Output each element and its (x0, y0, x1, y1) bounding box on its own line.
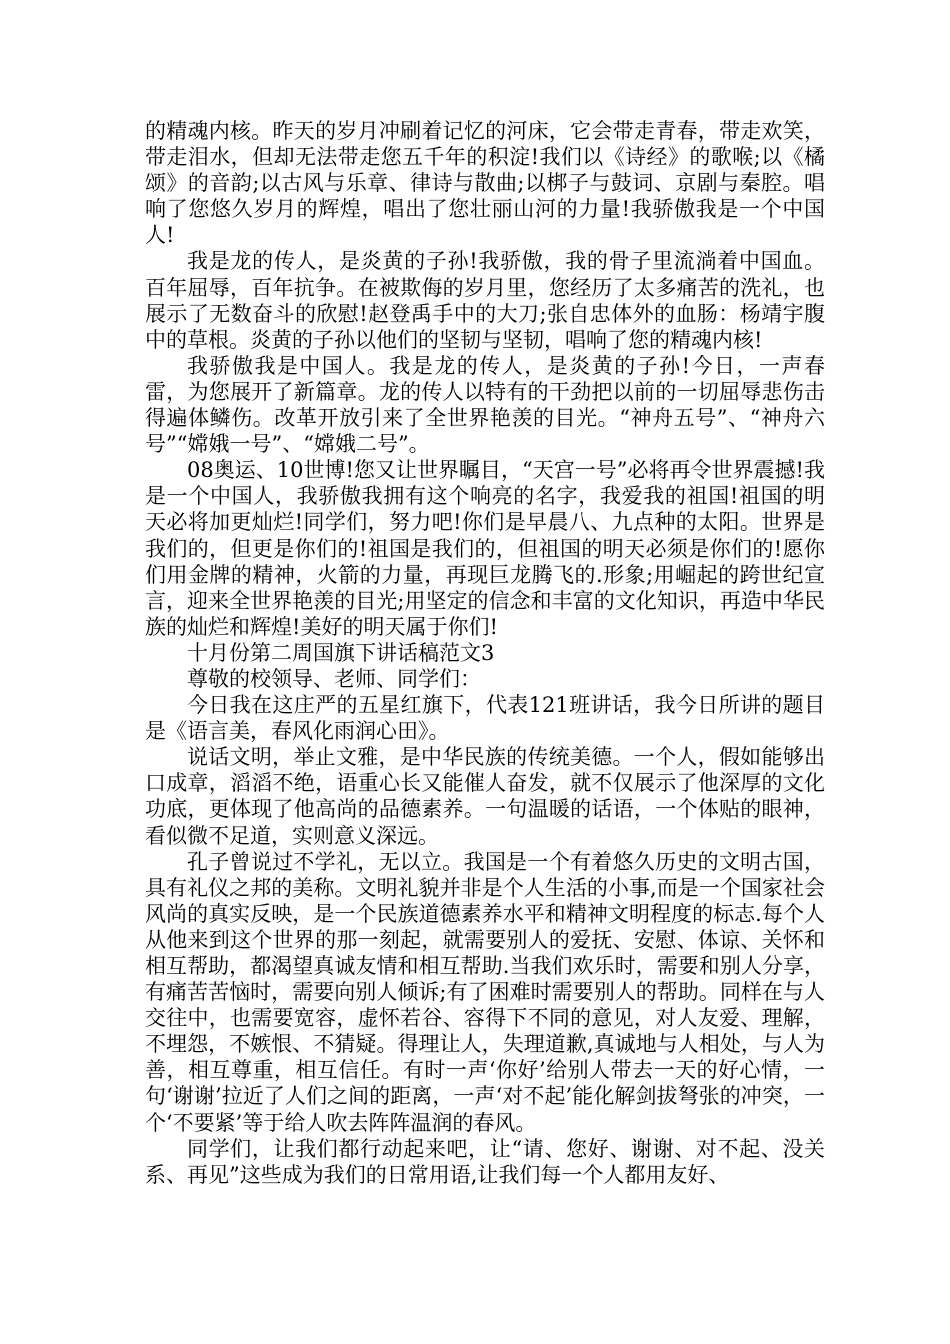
section-heading: 十月份第二周国旗下讲话稿范文3 (187, 640, 495, 665)
paragraph-proud-chinese: 我骄傲我是中国人。我是龙的传人，是炎黄的子孙!今日，一声春雷，为您展开了新篇章。龙的传人以特有的干劲把以前的一切屈辱悲伤击得遍体鳞伤。改革开放引来了全世界艳羡的目光。“神舟五号”、“神舟六号”“嫦娥一号”、“嫦娥二号”。 (145, 353, 825, 457)
paragraph-continuation: 的精魂内核。昨天的岁月冲刷着记忆的河床，它会带走青春，带走欢笑，带走泪水，但却无法带走您五千年的积淀!我们以《诗经》的歌喉;以《橘颂》的音韵;以古风与乐章、律诗与散曲;以梆子与鼓词、京剧与秦腔。唱响了您悠久岁月的辉煌，唱出了您壮丽山河的力量!我骄傲我是一个中国人! (145, 119, 825, 248)
document-page (145, 118, 825, 1188)
paragraph-speech-intro: 今日我在这庄严的五星红旗下，代表121班讲话，我今日所讲的题目是《语言美，春风化雨润心田》。 (145, 693, 825, 744)
paragraph-confucius-etiquette: 孔子曾说过不学礼，无以立。我国是一个有着悠久历史的文明古国，具有礼仪之邦的美称。文明礼貌并非是个人生活的小事,而是一个国家社会风尚的真实反映，是一个民族道德素养水平和精神文明程度的标志.每个人从他来到这个世界的那一刻起，就需要别人的爱抚、安慰、体谅、关怀和相互帮助，都渴望真诚友情和相互帮助.当我们欢乐时，需要和别人分享，有痛苦苦恼时，需要向别人倾诉;有了困难时需要别人的帮助。同样在与人交往中，也需要宽容，虚怀若谷、容得下不同的意见，对人友爱、理解，不埋怨，不嫉恨、不猜疑。得理让人，失理道歉,真诚地与人相处，与人为善，相互尊重，相互信任。有时一声‘你好’给别人带去一天的好心情，一句‘谢谢’拉近了人们之间的距离，一声‘对不起’能化解剑拔弩张的冲突，一个‘不要紧’等于给人吹去阵阵温润的春风。 (145, 849, 825, 1135)
paragraph-olympics-expo: 08奥运、10世博!您又让世界瞩目，“天宫一号”必将再令世界震撼!我是一个中国人，我骄傲我拥有这个响亮的名字，我爱我的祖国!祖国的明天必将加更灿烂!同学们，努力吧!你们是早晨八、九点种的太阳。世界是我们的，但更是你们的!祖国是我们的，但祖国的明天必须是你们的!愿你们用金牌的精神，火箭的力量，再现巨龙腾飞的.形象;用崛起的跨世纪宣言，迎来全世界艳羡的目光;用坚定的信念和丰富的文化知识，再造中华民族的灿烂和辉煌!美好的明天属于你们! (145, 458, 825, 639)
paragraph-dragon-descendant: 我是龙的传人，是炎黄的子孙!我骄傲，我的骨子里流淌着中国血。百年屈辱，百年抗争。在被欺侮的岁月里，您经历了太多痛苦的洗礼，也展示了无数奋斗的欣慰!赵登禹手中的大刀;张自忠体外的血肠：杨靖宇腹中的草根。炎黄的子孙以他们的坚韧与坚韧，唱响了您的精魂内核! (145, 249, 825, 352)
salutation: 尊敬的校领导、老师、同学们： (187, 666, 481, 691)
paragraph-civil-speech: 说话文明，举止文雅，是中华民族的传统美德。一个人，假如能够出口成章，滔滔不绝，语重心长又能催人奋发，就不仅展示了他深厚的文化功底，更体现了他高尚的品德素养。一句温暖的话语，一个体贴的眼神，看似微不足道，实则意义深远。 (145, 745, 825, 848)
paragraph-call-to-action: 同学们，让我们都行动起来吧，让“请、您好、谢谢、对不起、没关系、再见”这些成为我们的日常用语,让我们每一个人都用友好、 (145, 1136, 825, 1187)
